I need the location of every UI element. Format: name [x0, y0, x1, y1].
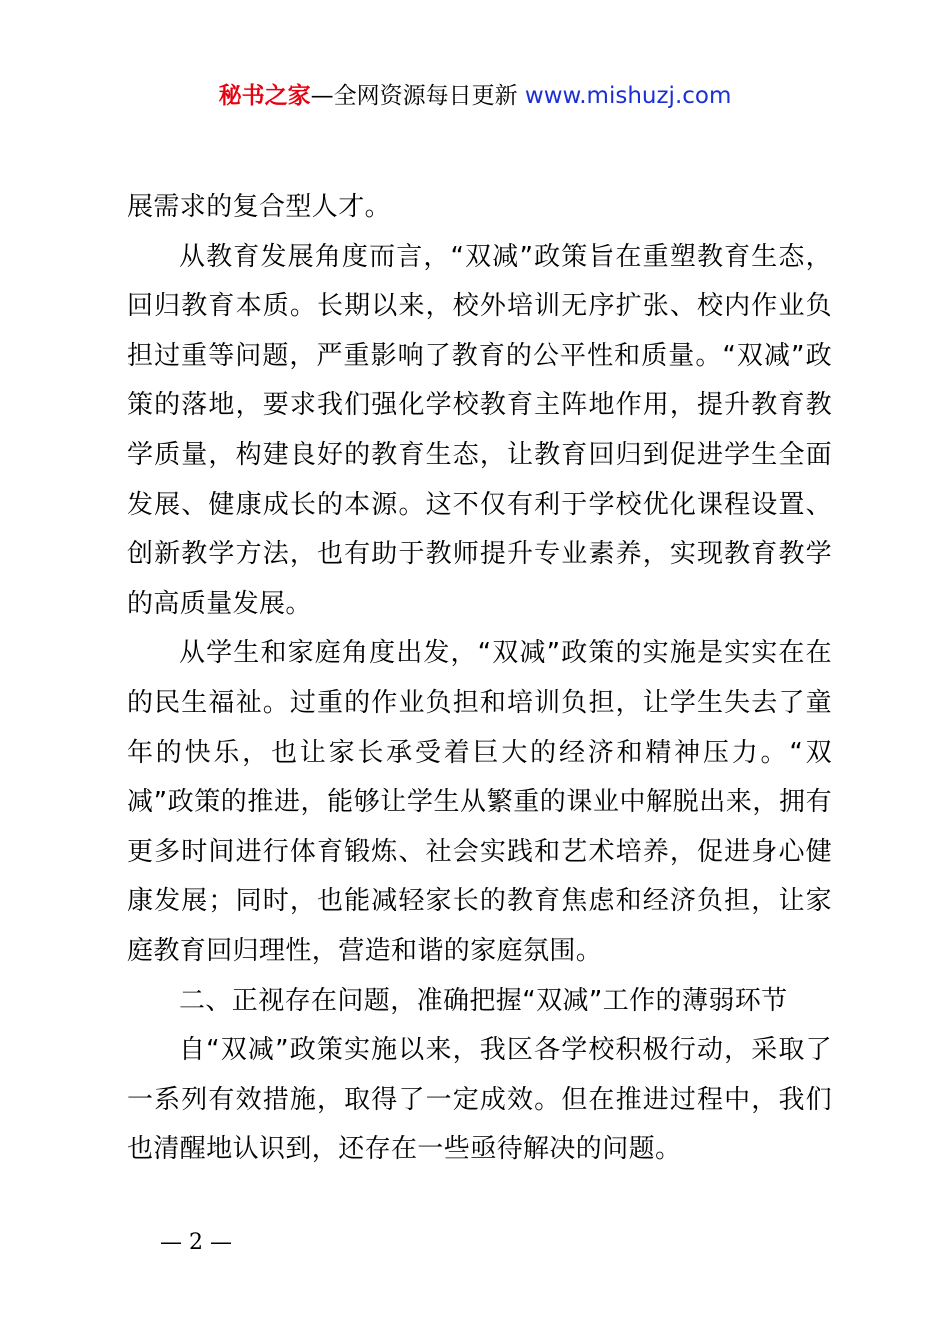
document-body: [127, 183, 832, 1175]
page-number: — 2 —: [160, 1230, 232, 1255]
site-url-link[interactable]: www.mishuzj.com: [524, 83, 732, 109]
paragraph-continuation: 展需求的复合型人才。: [127, 192, 392, 222]
site-header: [0, 80, 950, 112]
section-heading: 二、正视存在问题，准确把握“双减”工作的薄弱环节: [179, 985, 788, 1016]
site-slogan: —全网资源每日更新: [310, 83, 518, 109]
paragraph-problems-intro: 自“双减”政策实施以来，我区各学校积极行动，采取了一系列有效措施，取得了一定成效。但在推进过程中，我们也清醒地认识到，还存在一些亟待解决的问题。: [127, 1035, 832, 1165]
paragraph-family-perspective: 从学生和家庭角度出发，“双减”政策的实施是实实在在的民生福祉。过重的作业负担和培训负担，让学生失去了童年的快乐，也让家长承受着巨大的经济和精神压力。“双减”政策的推进，能够让学生从繁重的课业中解脱出来，拥有更多时间进行体育锻炼、社会实践和艺术培养，促进身心健康发展；同时，也能减轻家长的教育焦虑和经济负担，让家庭教育回归理性，营造和谐的家庭氛围。: [127, 638, 832, 966]
paragraph-education-perspective: 从教育发展角度而言，“双减”政策旨在重塑教育生态，回归教育本质。长期以来，校外培训无序扩张、校内作业负担过重等问题，严重影响了教育的公平性和质量。“双减”政策的落地，要求我们强化学校教育主阵地作用，提升教育教学质量，构建良好的教育生态，让教育回归到促进学生全面发展、健康成长的本源。这不仅有利于学校优化课程设置、创新教学方法，也有助于教师提升专业素养，实现教育教学的高质量发展。: [127, 241, 832, 619]
site-brand: 秘书之家: [218, 83, 311, 109]
